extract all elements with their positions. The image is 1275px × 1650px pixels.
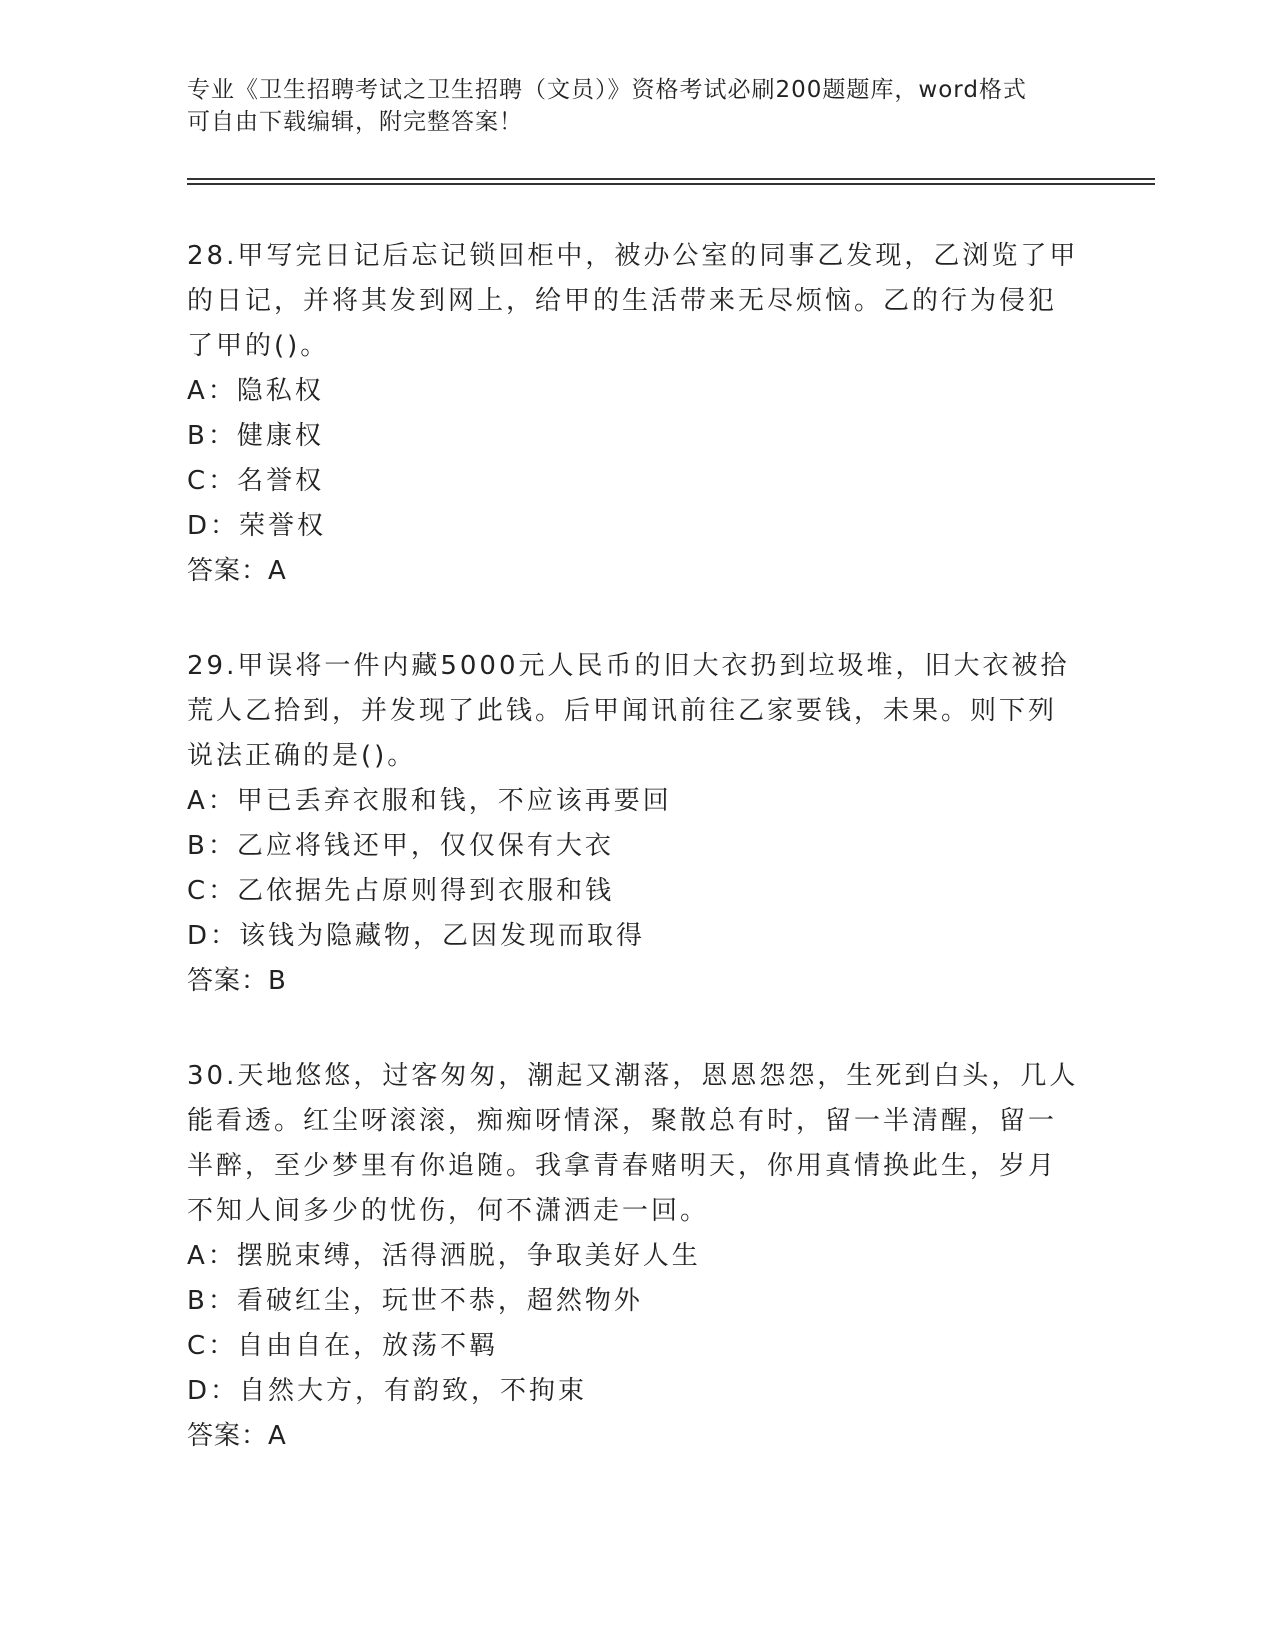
document-header — [187, 74, 1087, 138]
answer: 答案：A — [187, 556, 287, 586]
question-text-line: 说法正确的是()。 — [187, 741, 417, 771]
option-a: A：甲已丢弃衣服和钱，不应该再要回 — [187, 786, 672, 816]
question-text-line: 荒人乙拾到，并发现了此钱。后甲闻讯前往乙家要钱，未果。则下列 — [187, 696, 1058, 726]
question-30 — [187, 1054, 1087, 1459]
question-29 — [187, 644, 1087, 1004]
question-text-line: 28.甲写完日记后忘记锁回柜中，被办公室的同事乙发现，乙浏览了甲 — [187, 241, 1079, 271]
option-c: C：乙依据先占原则得到衣服和钱 — [187, 876, 615, 906]
header-line-1: 专业《卫生招聘考试之卫生招聘（文员）》资格考试必刷200题题库，word格式 — [187, 77, 1027, 103]
option-d: D：该钱为隐藏物，乙因发现而取得 — [187, 921, 646, 951]
option-b: B：看破红尘，玩世不恭，超然物外 — [187, 1286, 643, 1316]
question-text-line: 29.甲误将一件内藏5000元人民币的旧大衣扔到垃圾堆，旧大衣被拾 — [187, 651, 1070, 681]
option-a: A：隐私权 — [187, 376, 324, 406]
question-text-line: 不知人间多少的忧伤，何不潇洒走一回。 — [187, 1196, 710, 1226]
question-text-line: 了甲的()。 — [187, 331, 330, 361]
question-text-line: 30.天地悠悠，过客匆匆，潮起又潮落，恩恩怨怨，生死到白头，几人 — [187, 1061, 1079, 1091]
option-a: A：摆脱束缚，活得洒脱，争取美好人生 — [187, 1241, 701, 1271]
question-text-line: 的日记，并将其发到网上，给甲的生活带来无尽烦恼。乙的行为侵犯 — [187, 286, 1058, 316]
header-line-2: 可自由下载编辑，附完整答案！ — [187, 109, 523, 135]
answer: 答案：B — [187, 966, 287, 996]
option-b: B：健康权 — [187, 421, 324, 451]
option-d: D：荣誉权 — [187, 511, 327, 541]
header-divider-bottom — [187, 183, 1155, 185]
option-b: B：乙应将钱还甲，仅仅保有大衣 — [187, 831, 614, 861]
question-text-line: 半醉，至少梦里有你追随。我拿青春赌明天，你用真情换此生，岁月 — [187, 1151, 1058, 1181]
answer: 答案：A — [187, 1421, 287, 1451]
question-28 — [187, 234, 1087, 594]
header-divider-top — [187, 178, 1155, 180]
option-c: C：名誉权 — [187, 466, 325, 496]
question-text-line: 能看透。红尘呀滚滚，痴痴呀情深，聚散总有时，留一半清醒，留一 — [187, 1106, 1058, 1136]
option-c: C：自由自在，放荡不羁 — [187, 1331, 499, 1361]
option-d: D：自然大方，有韵致，不拘束 — [187, 1376, 588, 1406]
